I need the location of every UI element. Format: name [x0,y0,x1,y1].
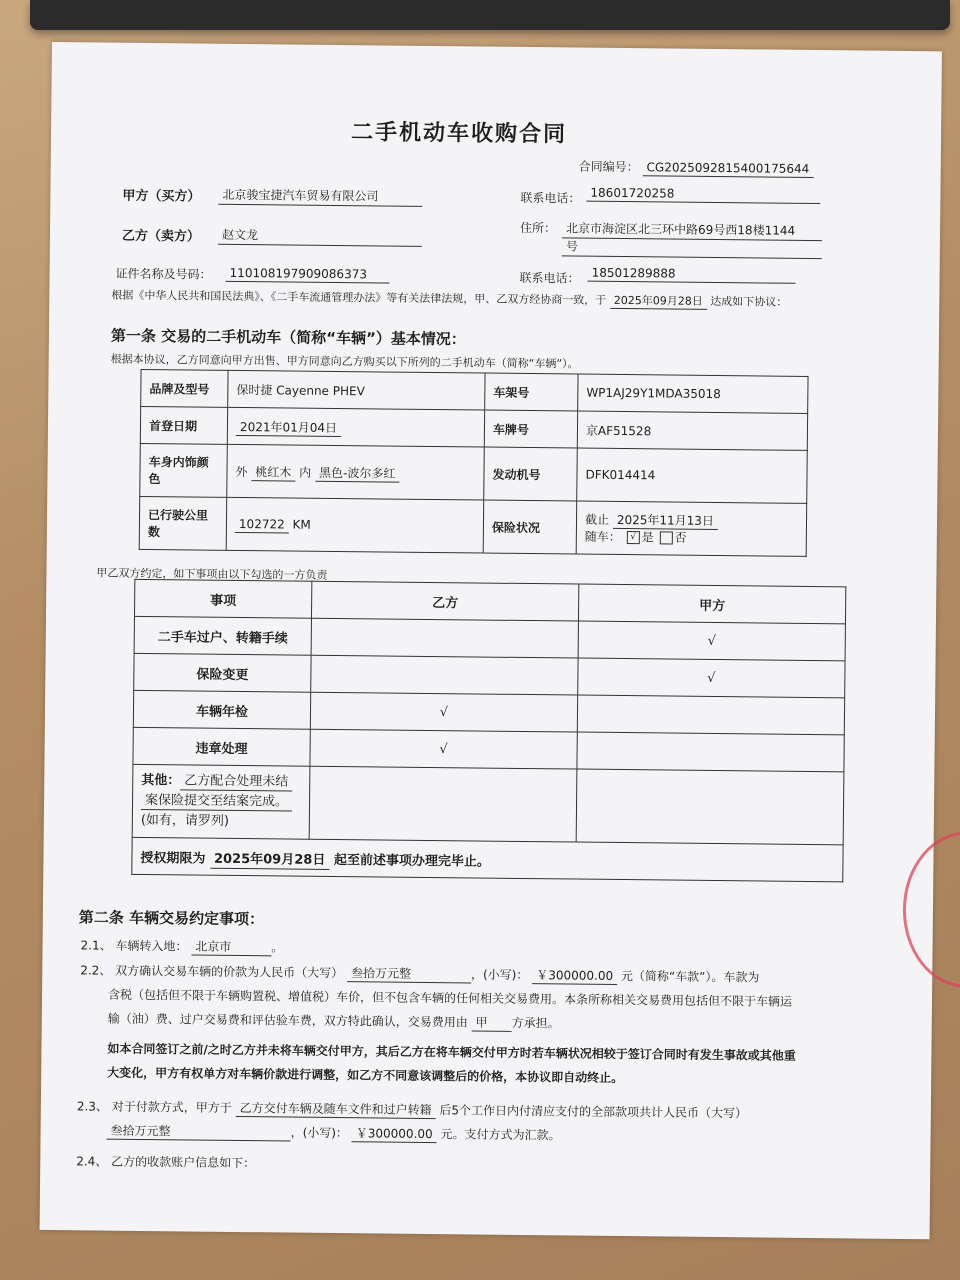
other-cell [132,764,310,839]
yes-checkbox: √ [627,531,640,544]
mileage-unit: KM [292,517,311,532]
responsibility-table [131,579,846,882]
insurance-until-prefix: 截止 [584,512,610,527]
clause-2-3-amount-words: 叁拾万元整 [107,1124,291,1142]
mileage-value: 102722 [235,517,289,534]
adjustment-line-2: 大变化，甲方有权单方对车辆价款进行调整，如乙方不同意该调整后的价格，本协议即自动终止。 [107,1065,624,1086]
plate-value: 京AF51528 [577,411,807,450]
responsibility-intro: 甲乙双方约定，如下事项由以下勾选的一方负责 [96,566,328,582]
row-party-a: √ [578,621,845,661]
clause-2-3 [76,1094,906,1151]
other-party-a [576,769,844,845]
vin-label: 车架号 [485,373,578,411]
clause-2-4-text: 乙方的收款账户信息如下： [111,1154,256,1171]
yes-label: 是 [641,530,654,545]
interior-prefix: 内 [299,465,312,480]
color-label: 车身内饰颜色 [140,443,228,497]
clause-2-3-condition: 乙方交付车辆及随车文件和过户转籍 [236,1101,436,1119]
brand-value: 保时捷 Cayenne PHEV [228,370,485,410]
party-b-label: 乙方（卖方） [121,228,201,245]
contract-number-value: CG2025092815400175644 [642,160,813,178]
clause-2-2-line-3a: 输（油）费、过户交易费和评估验车费，双方特此确认，交易费用由 [107,1011,468,1030]
basis-text-2: 达成如下协议： [710,294,788,309]
clause-2-1 [80,936,283,955]
row-party-b [311,618,578,658]
row-party-b: √ [310,692,577,732]
with-car-label: 随车： [584,529,621,544]
party-a-phone: 18601720258 [586,186,820,204]
device-frame [30,0,950,30]
row-item: 违章处理 [133,727,310,766]
table-row [140,443,808,503]
registration-label: 首登日期 [140,406,227,444]
adjustment-clause [107,1037,907,1093]
header-party-b: 乙方 [311,581,578,621]
contract-number [579,158,814,177]
header-item: 事项 [134,579,311,618]
party-a-value: 北京骏宝捷汽车贸易有限公司 [218,186,422,207]
clause-2-3-text-c: ，(小写)： [290,1125,349,1141]
basis-date: 2025年09月28日 [610,294,707,310]
clause-2-2-text-c: 元（简称“车款”）。车款为 [620,969,760,985]
clause-2-2-amount-figures: ￥300000.00 [532,968,617,985]
clause-2-2 [80,958,911,1039]
red-seal [902,831,960,988]
party-b-address-label: 住所： [520,220,557,236]
clause-2-2-text-b: ，(小写)： [470,967,529,983]
exterior-prefix: 外 [235,464,248,479]
clause-2-4-number: 2.4、 [76,1154,108,1169]
clause-2-3-amount-figures: ￥300000.00 [352,1126,437,1143]
mileage-cell [226,497,484,553]
clause-2-2-line-3b: 方承担。 [511,1015,560,1031]
document-title: 二手机动车收购合同 [350,120,568,148]
row-party-b: √ [310,729,577,769]
header-party-a: 甲方 [578,584,845,624]
row-party-a [577,695,844,735]
row-party-a: √ [578,658,845,698]
adjustment-line-1: 如本合同签订之前/之时乙方并未将车辆交付甲方，其后乙方在将车辆交付甲方时若车辆状况相较于签订合同时有发生事故或其他重 [107,1041,796,1063]
id-label: 证件名称及号码： [115,266,212,282]
party-a-label: 甲方（买方） [122,188,201,205]
authorization-prefix: 授权期限为 [140,850,206,867]
clause-2-2-amount-words: 叁拾万元整 [347,966,471,983]
registration-value: 2021年01月04日 [236,419,341,436]
registration-cell [227,407,484,447]
engine-value: DFK014414 [577,448,808,503]
row-item: 保险变更 [134,653,311,692]
clause-2-1-value: 北京市 [191,940,271,957]
clause-2-2-line-2: 含税（包括但不限于车辆购置税、增值税）车价，但不包含车辆的任何相关交易费用。本条所称相关交易费用包括但不限于车辆运 [107,987,793,1009]
engine-label: 发动机号 [484,447,578,501]
article-1-intro: 根据本协议，乙方同意向甲方出售、甲方同意向乙方购买以下所列的二手机动车（简称“车辆”）。 [110,352,579,371]
party-b-phone: 18501289888 [588,266,796,284]
other-party-b [309,766,577,842]
party-b-address-line1: 北京市海淀区北三环中路69号西18楼1144 [562,219,822,241]
clause-2-1-number: 2.1、 [80,938,112,953]
clause-2-3-text-d: 元。支付方式为汇款。 [440,1127,561,1143]
basis-paragraph [111,287,787,310]
article-1-title: 第一条 交易的二手机动车（简称“车辆”）基本情况： [110,326,466,349]
no-checkbox [659,531,672,544]
mileage-label: 已行驶公里数 [139,496,227,550]
party-b-phone-label: 联系电话： [519,270,580,286]
vehicle-info-table [139,369,809,557]
authorization-suffix: 起至前述事项办理完毕止。 [333,852,490,870]
clause-2-3-text-b: 后5个工作日内付清应支付的全部款项共计人民币（大写） [439,1103,748,1121]
clause-2-3-number: 2.3、 [76,1099,109,1114]
insurance-cell [576,501,807,556]
clause-2-1-label: 车辆转入地： [115,938,188,954]
other-label: 其他： [141,772,181,789]
article-2-title: 第二条 车辆交易约定事项： [78,908,265,929]
contract-page [40,42,942,1239]
clause-2-2-text-a: 双方确认交易车辆的价款为人民币（大写） [115,963,344,981]
party-b-value: 赵文龙 [218,226,422,247]
row-party-a [577,732,844,772]
id-value: 110108197909086373 [225,266,389,284]
exterior-color: 桃红木 [251,465,295,481]
table-row [132,764,844,844]
clause-2-3-text-a: 对于付款方式，甲方于 [111,1099,232,1115]
basis-text-1: 根据《中华人民共和国民法典》、《二手车流通管理办法》等有关法律法规，甲、乙双方经协商一致，于 [111,288,607,307]
authorization-cell [132,837,843,881]
insurance-until-date: 2025年11月13日 [613,513,718,530]
other-text-1: 乙方配合处理未结 [180,773,292,791]
brand-label: 品牌及型号 [141,369,228,407]
contract-number-label: 合同编号： [578,159,639,175]
table-row [139,496,807,556]
clause-2-4 [76,1152,255,1171]
other-note: (如有，请罗列) [140,812,230,829]
table-row [132,837,843,881]
party-a-phone-label: 联系电话： [520,190,581,206]
clause-2-2-party: 甲 [472,1015,512,1031]
color-cell [227,444,485,500]
row-item: 车辆年检 [133,690,310,729]
no-label: 否 [674,530,687,545]
insurance-label: 保险状况 [483,500,577,554]
party-b-address-line2: 号 [562,237,822,259]
other-text-2: 案保险提交至结案完成。 [141,793,292,812]
row-item: 二手车过户、转籍手续 [134,616,311,655]
row-party-b [311,655,578,695]
clause-2-1-end: 。 [271,940,284,955]
vin-value: WP1AJ29Y1MDA35018 [578,374,808,413]
plate-label: 车牌号 [484,410,577,448]
interior-color: 黑色-波尔多红 [315,465,400,482]
clause-2-2-number: 2.2、 [80,963,112,978]
authorization-date: 2025年09月28日 [210,851,330,869]
